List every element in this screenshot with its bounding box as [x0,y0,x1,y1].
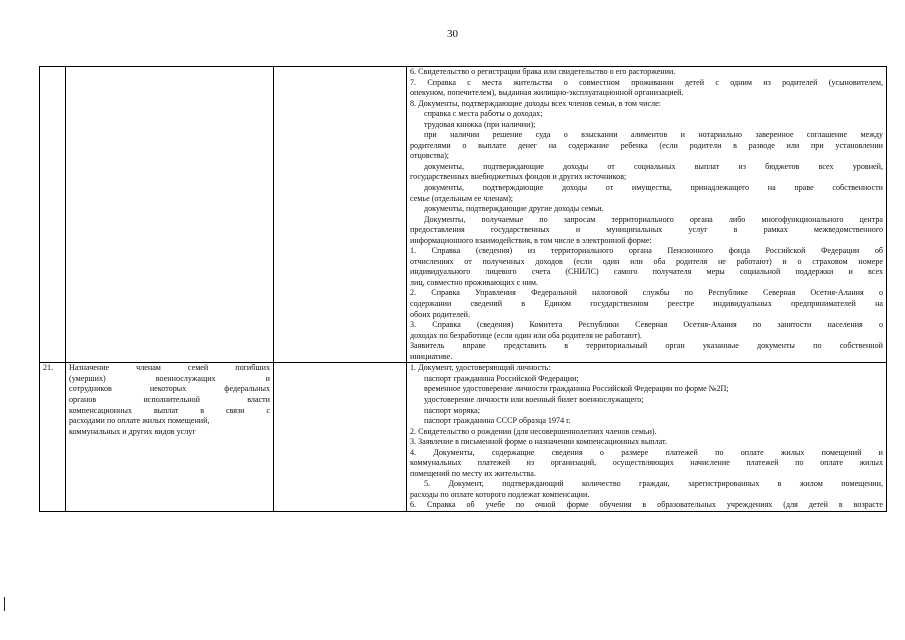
documents-cell [407,363,887,512]
service-name-cell [66,67,274,363]
document-line: 6. Справка об учебе по очной форме обучения в образовательных учреждениях (для детей в возрасте [410,500,883,510]
row-number-cell [40,67,66,363]
service-name-line: компенсационных выплат в связи с [69,405,270,415]
document-line: 4. Документы, содержащие сведения о размере платежей по оплате жилых помещений и [410,447,883,457]
document-line: паспорт гражданина Российской Федерации; [424,373,579,383]
document-line: 7. Справка с места жительства о совместном проживании детей с одним из родителей (усыновителем, [410,77,883,87]
table-row [40,363,887,512]
service-name-line: органов исполнительной власти [69,394,270,404]
document-line: коммунальных платежей из организаций, осуществляющих начисление платежей по оплате жилых [410,458,883,468]
service-name-line: коммунальных и других видов услуг [69,426,196,436]
document-line: документы, подтверждающие доходы от социальных выплат из бюджетов всех уровней, [424,161,883,171]
document-line: 8. Документы, подтверждающие доходы всех членов семьи, в том числе: [410,98,661,108]
document-line: опекуном, попечителем), выданная жилищно-эксплуатационной организацией. [410,88,684,98]
document-line: расходы по оплате которого подлежат компенсации. [410,489,590,499]
margin-mark [4,597,5,611]
document-line: документы, подтверждающие доходы от имущества, принадлежащего на праве собственности [424,183,883,193]
document-line: лиц, совместно проживающих с ним. [410,277,539,287]
services-table [39,66,887,512]
document-line: 1. Документ, удостоверяющий личность: [410,363,551,373]
document-line: 3. Заявление в письменной форме о назначении компенсационных выплат. [410,437,668,447]
document-line: Документы, получаемые по запросам территориального органа либо многофункционального центра [424,214,883,224]
document-line: 3. Справка (сведения) Комитета Республики Северная Осетия-Алания по занятости населения о [410,320,883,330]
document-line: родителями о выплате денег на содержание ребенка (если родители в разводе или при установлении [410,140,883,150]
table-row [40,67,887,363]
document-line: доходах по безработице (если один или оба родителя не работают). [410,330,643,340]
document-line: государственных внебюджетных фондов и других источников; [410,172,627,182]
service-name-line: (умерших) военнослужащих и [69,373,270,383]
documents-cell [407,67,887,363]
document-line: 5. Документ, подтверждающий количество граждан, зарегистрированных в жилом помещении, [424,479,883,489]
document-line: 6. Свидетельство о регистрации брака или свидетельство о его расторжении. [410,67,676,76]
document-line: семье (отдельным ее членам); [410,193,514,203]
document-line: при наличии решение суда о взыскании алиментов и нотариально заверенное соглашение между [424,130,883,140]
service-name-cell [66,363,274,512]
document-line: паспорт гражданина СССР образца 1974 г. [424,416,571,426]
document-line: индивидуального лицевого счета (СНИЛС) самого получателя меры социальной поддержки и всех [410,267,883,277]
empty-cell [274,67,407,363]
document-line: отцовства); [410,151,450,161]
document-line: 2. Справка Управления Федеральной налоговой службы по Республике Северная Осетия-Алания о [410,288,883,298]
document-line: справка с места работы о доходах; [424,109,543,119]
row-number-cell: 21. [40,363,66,512]
document-line: помещений по месту их жительства. [410,468,536,478]
document-line: информационного взаимодействия, в том числе в электронной форме: [410,235,652,245]
document-line: предоставления государственных и муниципальных услуг в рамках межведомственного [410,225,883,235]
document-line: отчислениях от полученных доходов (если один или оба родителя не работают) и о страховом номере [410,256,883,266]
document-line: содержании сведений в Едином государственном реестре индивидуальных предпринимателей на [410,299,883,309]
document-line: обоих родителей. [410,309,471,319]
page-number: 30 [447,28,458,40]
document-line: трудовая книжка (при наличии); [424,119,536,129]
document-line: временное удостоверение личности гражданина Российской Федерации по форме №2П; [424,384,729,394]
document-line: паспорт моряка; [424,405,480,415]
service-name-line: Назначение членам семей погибших [69,363,270,373]
service-name-line: сотрудников некоторых федеральных [69,384,270,394]
document-line: 2. Свидетельство о рождении (для несовершеннолетних членов семьи). [410,426,657,436]
document-line: удостоверение личности или военный билет военнослужащего; [424,394,644,404]
service-name-line: расходами по оплате жилых помещений, [69,416,210,426]
document-line: документы, подтверждающие другие доходы семьи. [424,204,604,214]
document-line: 1. Справка (сведения) из территориального органа Пенсионного фонда Российской Федерации об [410,246,883,256]
document-line: Заявитель вправе представить в территориальный орган указанные документы по собственной [410,341,883,351]
document-line: инициативе. [410,351,453,361]
empty-cell [274,363,407,512]
